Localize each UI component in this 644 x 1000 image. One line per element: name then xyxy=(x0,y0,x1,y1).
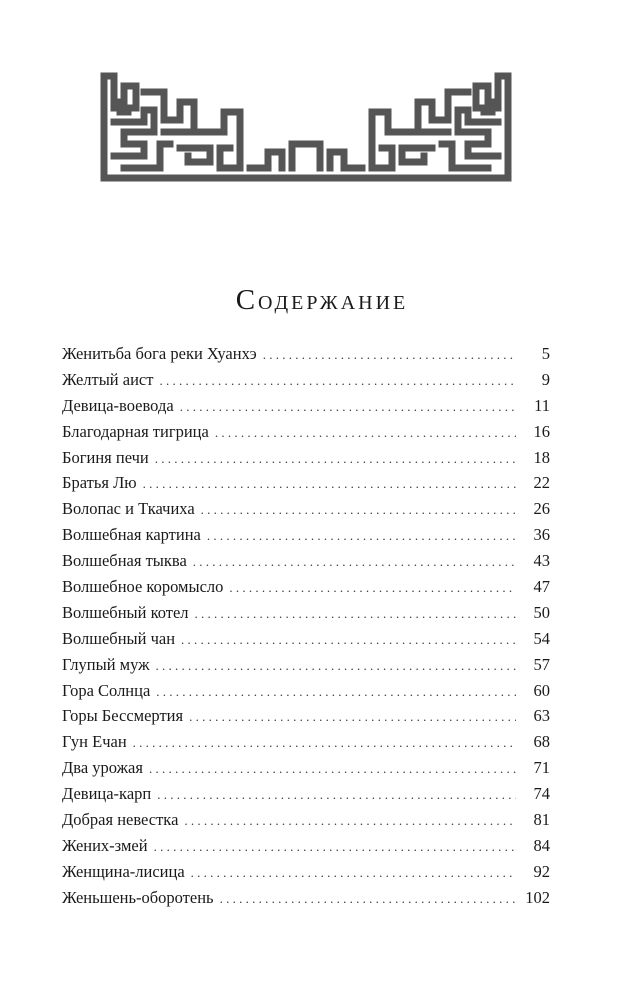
toc-entry xyxy=(62,470,550,496)
toc-entry-title: Два урожая xyxy=(62,758,143,778)
toc-entry-page-number: 22 xyxy=(533,473,550,493)
toc-entry-title: Братья Лю xyxy=(62,473,137,493)
dot-leader xyxy=(220,886,516,912)
toc-entry-page-number: 47 xyxy=(533,577,550,597)
toc-entry xyxy=(62,419,550,445)
dot-leader xyxy=(191,860,516,886)
toc-entry-page-number: 26 xyxy=(533,499,550,519)
toc-entry-title: Женьшень-оборотень xyxy=(62,887,214,907)
toc-entry-title: Добрая невестка xyxy=(62,810,179,830)
dot-leader xyxy=(263,342,516,368)
toc-entry xyxy=(62,367,550,393)
dot-leader xyxy=(195,601,516,627)
toc-entry-page-number: 81 xyxy=(533,810,550,830)
toc-entry-page-number: 54 xyxy=(533,628,550,648)
toc-entry xyxy=(62,496,550,522)
toc-entry-title: Жених-змей xyxy=(62,835,148,855)
page-title: Содержание xyxy=(235,284,409,316)
toc-entry xyxy=(62,678,550,704)
toc-entry-page-number: 74 xyxy=(533,784,550,804)
toc-entry xyxy=(62,626,550,652)
toc-entry-title: Волшебная картина xyxy=(62,525,201,545)
toc-entry-page-number: 16 xyxy=(533,421,550,441)
dot-leader xyxy=(149,756,516,782)
dot-leader xyxy=(181,627,516,653)
toc-entry-page-number: 50 xyxy=(533,602,550,622)
toc-entry-title: Волшебный чан xyxy=(62,628,176,648)
dot-leader xyxy=(155,446,516,472)
toc-entry-title: Волшебная тыква xyxy=(62,551,187,571)
toc-entry-title: Горы Бессмертия xyxy=(62,706,184,726)
toc-entry-page-number: 36 xyxy=(533,525,550,545)
toc-entry-page-number: 18 xyxy=(533,447,550,467)
dot-leader xyxy=(157,782,516,808)
toc-entry-page-number: 71 xyxy=(533,758,550,778)
toc-entry xyxy=(62,445,550,471)
table-of-contents xyxy=(62,341,550,911)
toc-entry-title: Волопас и Ткачиха xyxy=(62,499,195,519)
toc-entry-page-number: 43 xyxy=(533,551,550,571)
toc-entry xyxy=(62,859,550,885)
toc-entry xyxy=(62,729,550,755)
toc-entry-title: Женитьба бога реки Хуанхэ xyxy=(62,344,257,363)
dot-leader xyxy=(201,497,516,523)
toc-entry xyxy=(62,755,550,781)
chinese-meander-ornament-icon xyxy=(100,72,512,182)
toc-entry-title: Глупый муж xyxy=(62,654,150,674)
toc-entry xyxy=(62,341,550,367)
toc-entry xyxy=(62,652,550,678)
toc-entry-page-number: 102 xyxy=(525,887,550,907)
toc-entry xyxy=(62,703,550,729)
toc-entry xyxy=(62,548,550,574)
toc-entry-page-number: 60 xyxy=(533,680,550,700)
toc-entry-title: Гора Солнца xyxy=(62,680,151,700)
toc-entry-title: Женщина-лисица xyxy=(62,861,185,881)
toc-entry-page-number: 11 xyxy=(534,395,550,415)
dot-leader xyxy=(184,808,516,834)
toc-entry xyxy=(62,574,550,600)
toc-entry-title: Волшебный котел xyxy=(62,602,189,622)
toc-entry-page-number: 68 xyxy=(533,732,550,752)
toc-entry-title: Девица-карп xyxy=(62,784,152,804)
dot-leader xyxy=(133,730,516,756)
toc-entry-page-number: 57 xyxy=(533,654,550,674)
toc-entry xyxy=(62,807,550,833)
toc-entry-page-number: 5 xyxy=(541,344,550,363)
toc-entry-title: Гун Ечан xyxy=(62,732,127,752)
toc-entry-title: Девица-воевода xyxy=(62,395,174,415)
toc-entry xyxy=(62,781,550,807)
toc-entry xyxy=(62,393,550,419)
toc-entry-title: Благодарная тигрица xyxy=(62,421,209,441)
toc-entry xyxy=(62,833,550,859)
ornament xyxy=(100,72,512,182)
dot-leader xyxy=(180,394,516,420)
toc-entry-page-number: 92 xyxy=(533,861,550,881)
toc-entry xyxy=(62,522,550,548)
dot-leader xyxy=(143,471,516,497)
dot-leader xyxy=(207,523,516,549)
toc-entry-title: Волшебное коромысло xyxy=(62,577,224,597)
toc-entry xyxy=(62,600,550,626)
toc-entry-title: Богиня печи xyxy=(62,447,149,467)
toc-entry-page-number: 84 xyxy=(533,835,550,855)
toc-entry xyxy=(62,885,550,911)
dot-leader xyxy=(156,679,516,705)
toc-entry-page-number: 9 xyxy=(541,369,550,389)
toc-entry-page-number: 63 xyxy=(533,706,550,726)
toc-entry-title: Желтый аист xyxy=(62,369,154,389)
dot-leader xyxy=(156,653,516,679)
dot-leader xyxy=(159,368,516,394)
dot-leader xyxy=(154,834,516,860)
dot-leader xyxy=(193,549,516,575)
dot-leader xyxy=(189,704,516,730)
dot-leader xyxy=(229,575,516,601)
dot-leader xyxy=(215,420,516,446)
